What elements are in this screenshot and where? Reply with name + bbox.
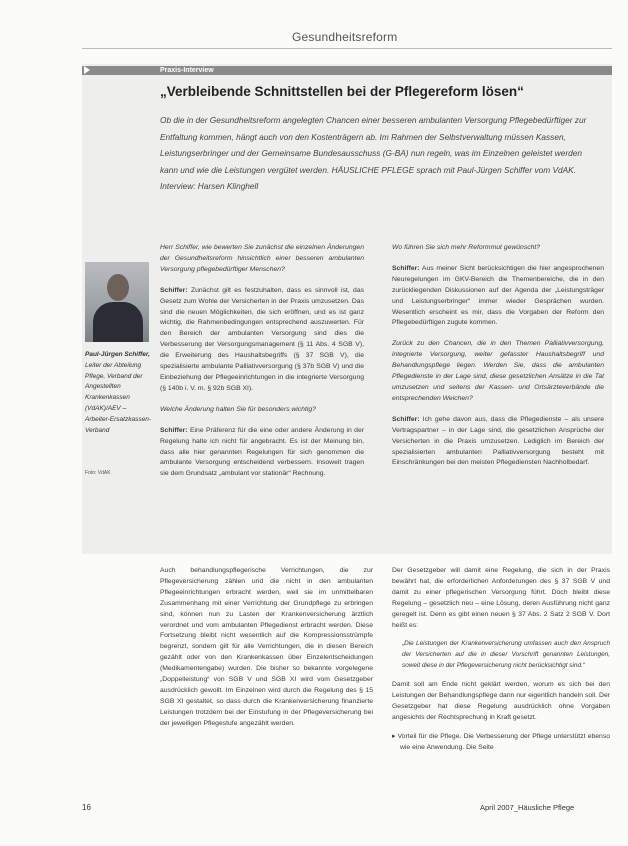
speaker: Schiffer: [160, 426, 188, 434]
header-rule [82, 48, 612, 49]
law-citation: „Die Leistungen der Krankenversicherung umfassen auch den Anspruch der Versicherten auf die in dieser Vorschrift genannten Leistungen, soweit diese in der Pflegeversicherung nicht berücksichtigt sind.“ [402, 640, 610, 670]
page-number: 16 [82, 803, 91, 812]
bullet-item: ▸ Vorteil für die Pflege. Die Verbesserung der Pflege unterstützt ebenso wie eine Anwendung. Die Seite [392, 732, 610, 751]
answer: Zunächst gilt es festzuhalten, dass es sinnvoll ist, das Gesetz zum Wohle der Versicherten in der Praxis umzusetzen. Das sind die neuen Möglichkeiten, die sich eröffnen, und es ist ganz wichtig, die Rahmenbedingungen entsprechend auszuwerten. Für den Bereich der ambulanten Versorgung sind dies die Verbesserung der Versorgungsmanagement (§ 11 Abs. 4 SGB V), die Erweiterung des Haushaltsbegriffs (§ 37 SGB V), die spezialisierte ambulante Palliativversorgung (§ 37b SGB V) und die Einbeziehung der Pflegeeinrichtungen in die integrierte Versorgung (§ 140b i. V. m. § 92b SGB XI). [160, 286, 364, 392]
section-title: Gesundheitsreform [292, 30, 398, 44]
body-column-2 [392, 566, 610, 762]
interview-column-1 [160, 243, 364, 490]
body-column-1 [160, 566, 373, 738]
question: Welche Änderung halten Sie für besonders wichtig? [160, 405, 316, 413]
issue-footer: April 2007_Häusliche Pflege [480, 803, 575, 812]
body-paragraph: Auch behandlungspflegerische Verrichtungen, die zur Pflegeversicherung zählen und die nicht in den ambulanten Pflegeeinrichtungen erbracht werden, weil sie im unmittelbaren Zusammenhang mit einer Verrichtung der Grundpflege zu erbringen sind, können nun zu Lasten der Krankenversicherung ärztlich verordnet und vom ambulanten Pflegedienst erbracht werden. Diese Fortsetzung bleibt nicht wesentlich auf die Kompressionsstrümpfe begrenzt, sondern gilt für alle Verrichtungen, die in diesen Bereich gezählt oder von den Krankenkassen über Einzelentscheidungen (Medikamentengabe) wurden. Die bisher so bekannte vorgelegene „Doppelleistung“ von SGB V und SGB XI wird vom Gesetzgeber ausdrücklich gewollt. Im Einzelnen wird durch die Regelung des § 15 SGB XI gestaltet, so dass durch die Krankenversicherung finanzierte Leistungen trotzdem bei der Einstufung in der Pflegeversicherung bei der jeweiligen Pflegestufe angezählt werden. [160, 567, 373, 727]
caption-role: Leiter der Abteilung Pflege, Verband der Angestellten Krankenkassen (VdAK)/AEV – Arbeiter-Ersatzkassen-Verband [85, 361, 151, 434]
portrait-head [107, 274, 129, 301]
body-paragraph: Damit soll am Ende nicht geklärt werden, worum es sich bei den Leistungen der Behandlungspflege dann nur eigentlich handeln soll. Der Gesetzgeber hat diese Regelung ausdrücklich ohne Vorgaben angesichts der Rechtsprechung in Kraft gesetzt. [392, 681, 610, 721]
speaker: Schiffer: [392, 264, 420, 272]
speaker: Schiffer: [160, 286, 188, 294]
answer: Ich gehe davon aus, dass die Pflegedienste – als unsere Vertragspartner – in der Lage sind, die gesetzlichen Ansprüche der Versicherten in die Praxis umzusetzen. Lediglich im Bereich der spezialisierten ambulanten Palliativversorgung besteht mit Einschränkungen bei den meisten Pflegediensten Nachholbedarf. [392, 415, 605, 467]
category-label: Praxis-Interview [160, 67, 214, 74]
arrow-icon [84, 66, 90, 74]
answer: Eine Präferenz für die eine oder andere Änderung in der Regelung halte ich nicht für angebracht. Es ist der Meinung bin, dass alle hier genannten Regelungen für sich genommen die ambulante Versorgung entscheidend verbessern. Insoweit tragen sie dem Grundsatz „ambulant vor stationär“ Rechnung. [160, 426, 365, 478]
photo-caption [85, 350, 151, 436]
portrait-suit [93, 302, 143, 342]
article-intro [160, 112, 600, 195]
intro-text: Ob die in der Gesundheitsreform angelegten Chancen einer besseren ambulanten Versorgung Pflegebedürftiger zur Entfaltung kommen, hängt auch von den Kostenträgern ab. Im Rahmen der Selbstverwaltung müssen Kassen, Leistungserbringer und der Gemeinsame Bundesausschuss (G-BA) nun regeln, was im Einzelnen geleistet werden kann und wie die Leistungen vergütet werden. HÄUSLICHE PFLEGE sprach mit Paul-Jürgen Schiffer vom VdAK. [160, 115, 587, 175]
photo-credit: Foto: VdAK [85, 470, 111, 476]
answer: Aus meiner Sicht berücksichtigen die hier angesprochenen Neuregelungen im GKV-Bereich die Themenbereiche, die in den zurückliegenden Diskussionen auf der Agenda der „Leistungsträger und Leistungserbringer“ immer wieder Gesprächen wurden. Wesentlich erscheint es mir, dass die Vorgaben der Reform den Pflegebedürftigen zugute kommen. [392, 264, 604, 327]
question: Zurück zu den Chancen, die in den Themen Palliativversorgung, integrierte Versorgung, weiter gefasster Haushaltsbegriff und Behandlungspflege liegen. Werden Sie, dass die ambulanten Pflegedienste in der Lage sind, diese gesetzlichen Ansätze in die Tat umzusetzen und seitens der Kassen- und Ortsärzteverbände die entsprechenden Weichen? [392, 340, 604, 402]
article-headline: „Verbleibende Schnittstellen bei der Pflegereform lösen“ [160, 84, 524, 99]
interview-column-2 [392, 243, 604, 479]
speaker: Schiffer: [392, 415, 420, 423]
caption-name: Paul-Jürgen Schiffer, [85, 351, 150, 358]
question: Wo führen Sie sich mehr Reformmut gewünscht? [392, 244, 541, 251]
body-paragraph: Der Gesetzgeber will damit eine Regelung, die sich in der Praxis bewährt hat, die erforderlichen Anforderungen des § 37 SGB V und damit zu einer pflegerischen Versorgung führt. Doch bleibt diese Regelung – gesetzlich neu – eine Lösung, deren Ausführung nicht ganz geregelt ist. Denn es gibt einen neuen § 37 Abs. 2 Satz 2 SGB V. Dort heißt es: [392, 567, 610, 629]
portrait-photo [85, 262, 149, 342]
intro-interviewer: Interview: Harsen Klinghell [160, 181, 259, 191]
question: Herr Schiffer, wie bewerten Sie zunächst die einzelnen Änderungen der Gesundheitsreform hinsichtlich einer besseren ambulanten Versorgung pflegebedürftiger Menschen? [160, 244, 364, 273]
